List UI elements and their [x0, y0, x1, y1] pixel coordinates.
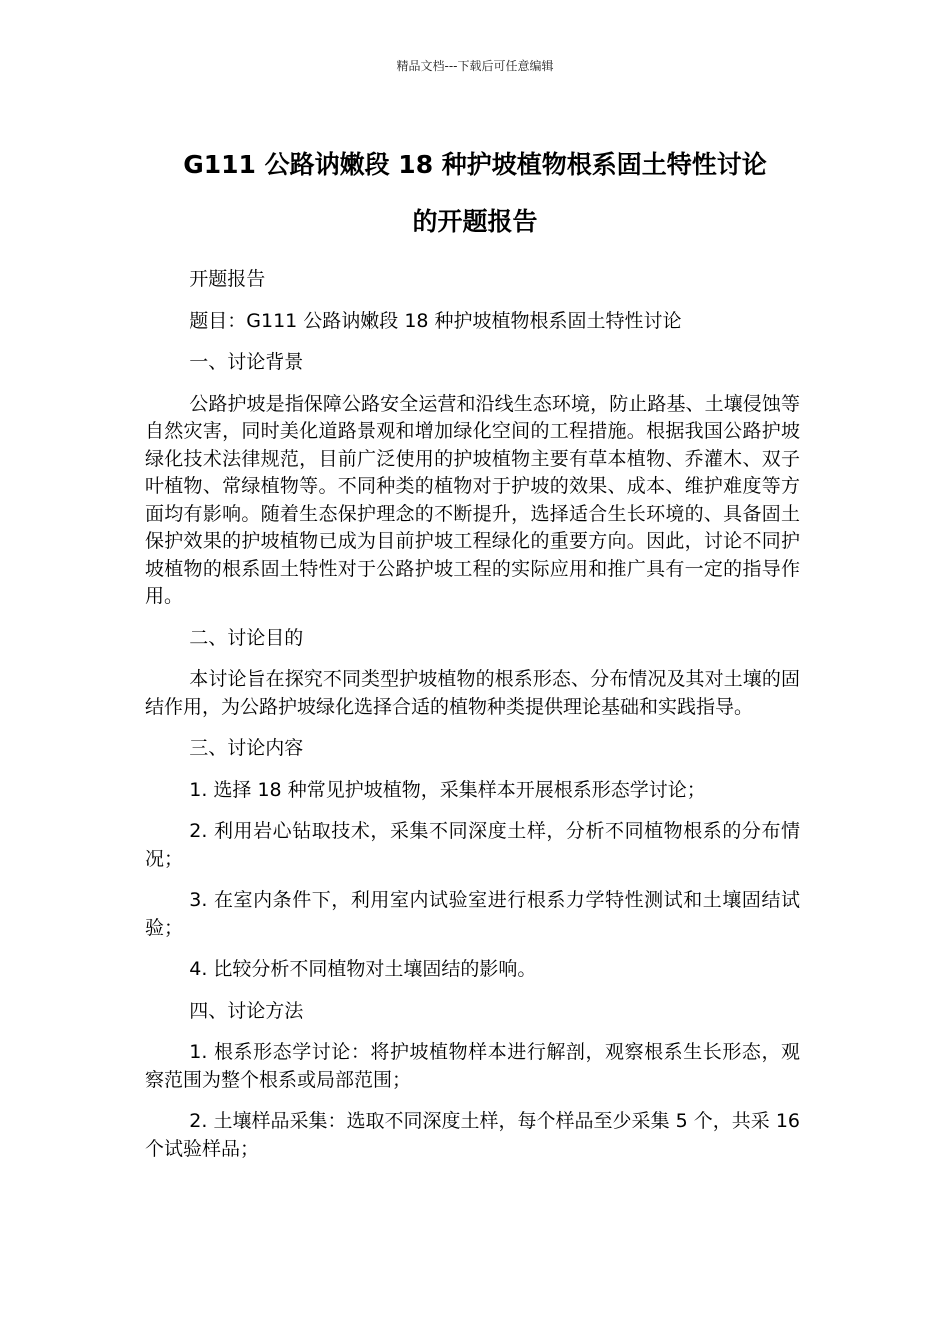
section-heading-content: 三、讨论内容 — [189, 737, 304, 759]
section-heading-background: 一、讨论背景 — [189, 351, 304, 373]
report-label: 开题报告 — [189, 268, 266, 290]
title-line-1: G111 公路讷嫩段 18 种护坡植物根系固土特性讨论 — [183, 150, 767, 179]
document-body — [145, 266, 800, 1177]
page-header: 精品文档---下载后可任意编辑 — [396, 59, 554, 73]
method-item-2: 2. 土壤样品采集：选取不同深度土样，每个样品至少采集 5 个，共采 16 个试验样品； — [145, 1110, 800, 1160]
purpose-paragraph: 本讨论旨在探究不同类型护坡植物的根系形态、分布情况及其对土壤的固结作用，为公路护坡绿化选择合适的植物种类提供理论基础和实践指导。 — [145, 668, 800, 718]
content-item-4: 4. 比较分析不同植物对土壤固结的影响。 — [189, 958, 537, 980]
section-heading-methods: 四、讨论方法 — [189, 999, 304, 1022]
content-item-1: 1. 选择 18 种常见护坡植物，采集样本开展根系形态学讨论； — [189, 778, 706, 801]
content-item-2: 2. 利用岩心钻取技术，采集不同深度土样，分析不同植物根系的分布情况； — [145, 820, 800, 870]
content-item-3: 3. 在室内条件下，利用室内试验室进行根系力学特性测试和土壤固结试验； — [145, 889, 800, 939]
document-title — [120, 136, 830, 250]
background-paragraph: 公路护坡是指保障公路安全运营和沿线生态环境，防止路基、土壤侵蚀等自然灾害，同时美化道路景观和增加绿化空间的工程措施。根据我国公路护坡绿化技术法律规范，目前广泛使用的护坡植物主要有草本植物、乔灌木、双子叶植物、常绿植物等。不同种类的植物对于护坡的效果、成本、维护难度等方面均有影响。随着生态保护理念的不断提升，选择适合生长环境的、具备固土保护效果的护坡植物已成为目前护坡工程绿化的重要方向。因此，讨论不同护坡植物的根系固土特性对于公路护坡工程的实际应用和推广具有一定的指导作用。 — [145, 392, 800, 607]
method-item-1: 1. 根系形态学讨论：将护坡植物样本进行解剖，观察根系生长形态，观察范围为整个根系或局部范围； — [145, 1041, 800, 1091]
section-heading-purpose: 二、讨论目的 — [189, 626, 304, 649]
title-line-2: 的开题报告 — [412, 207, 538, 236]
topic-line: 题目：G111 公路讷嫩段 18 种护坡植物根系固土特性讨论 — [189, 309, 682, 332]
